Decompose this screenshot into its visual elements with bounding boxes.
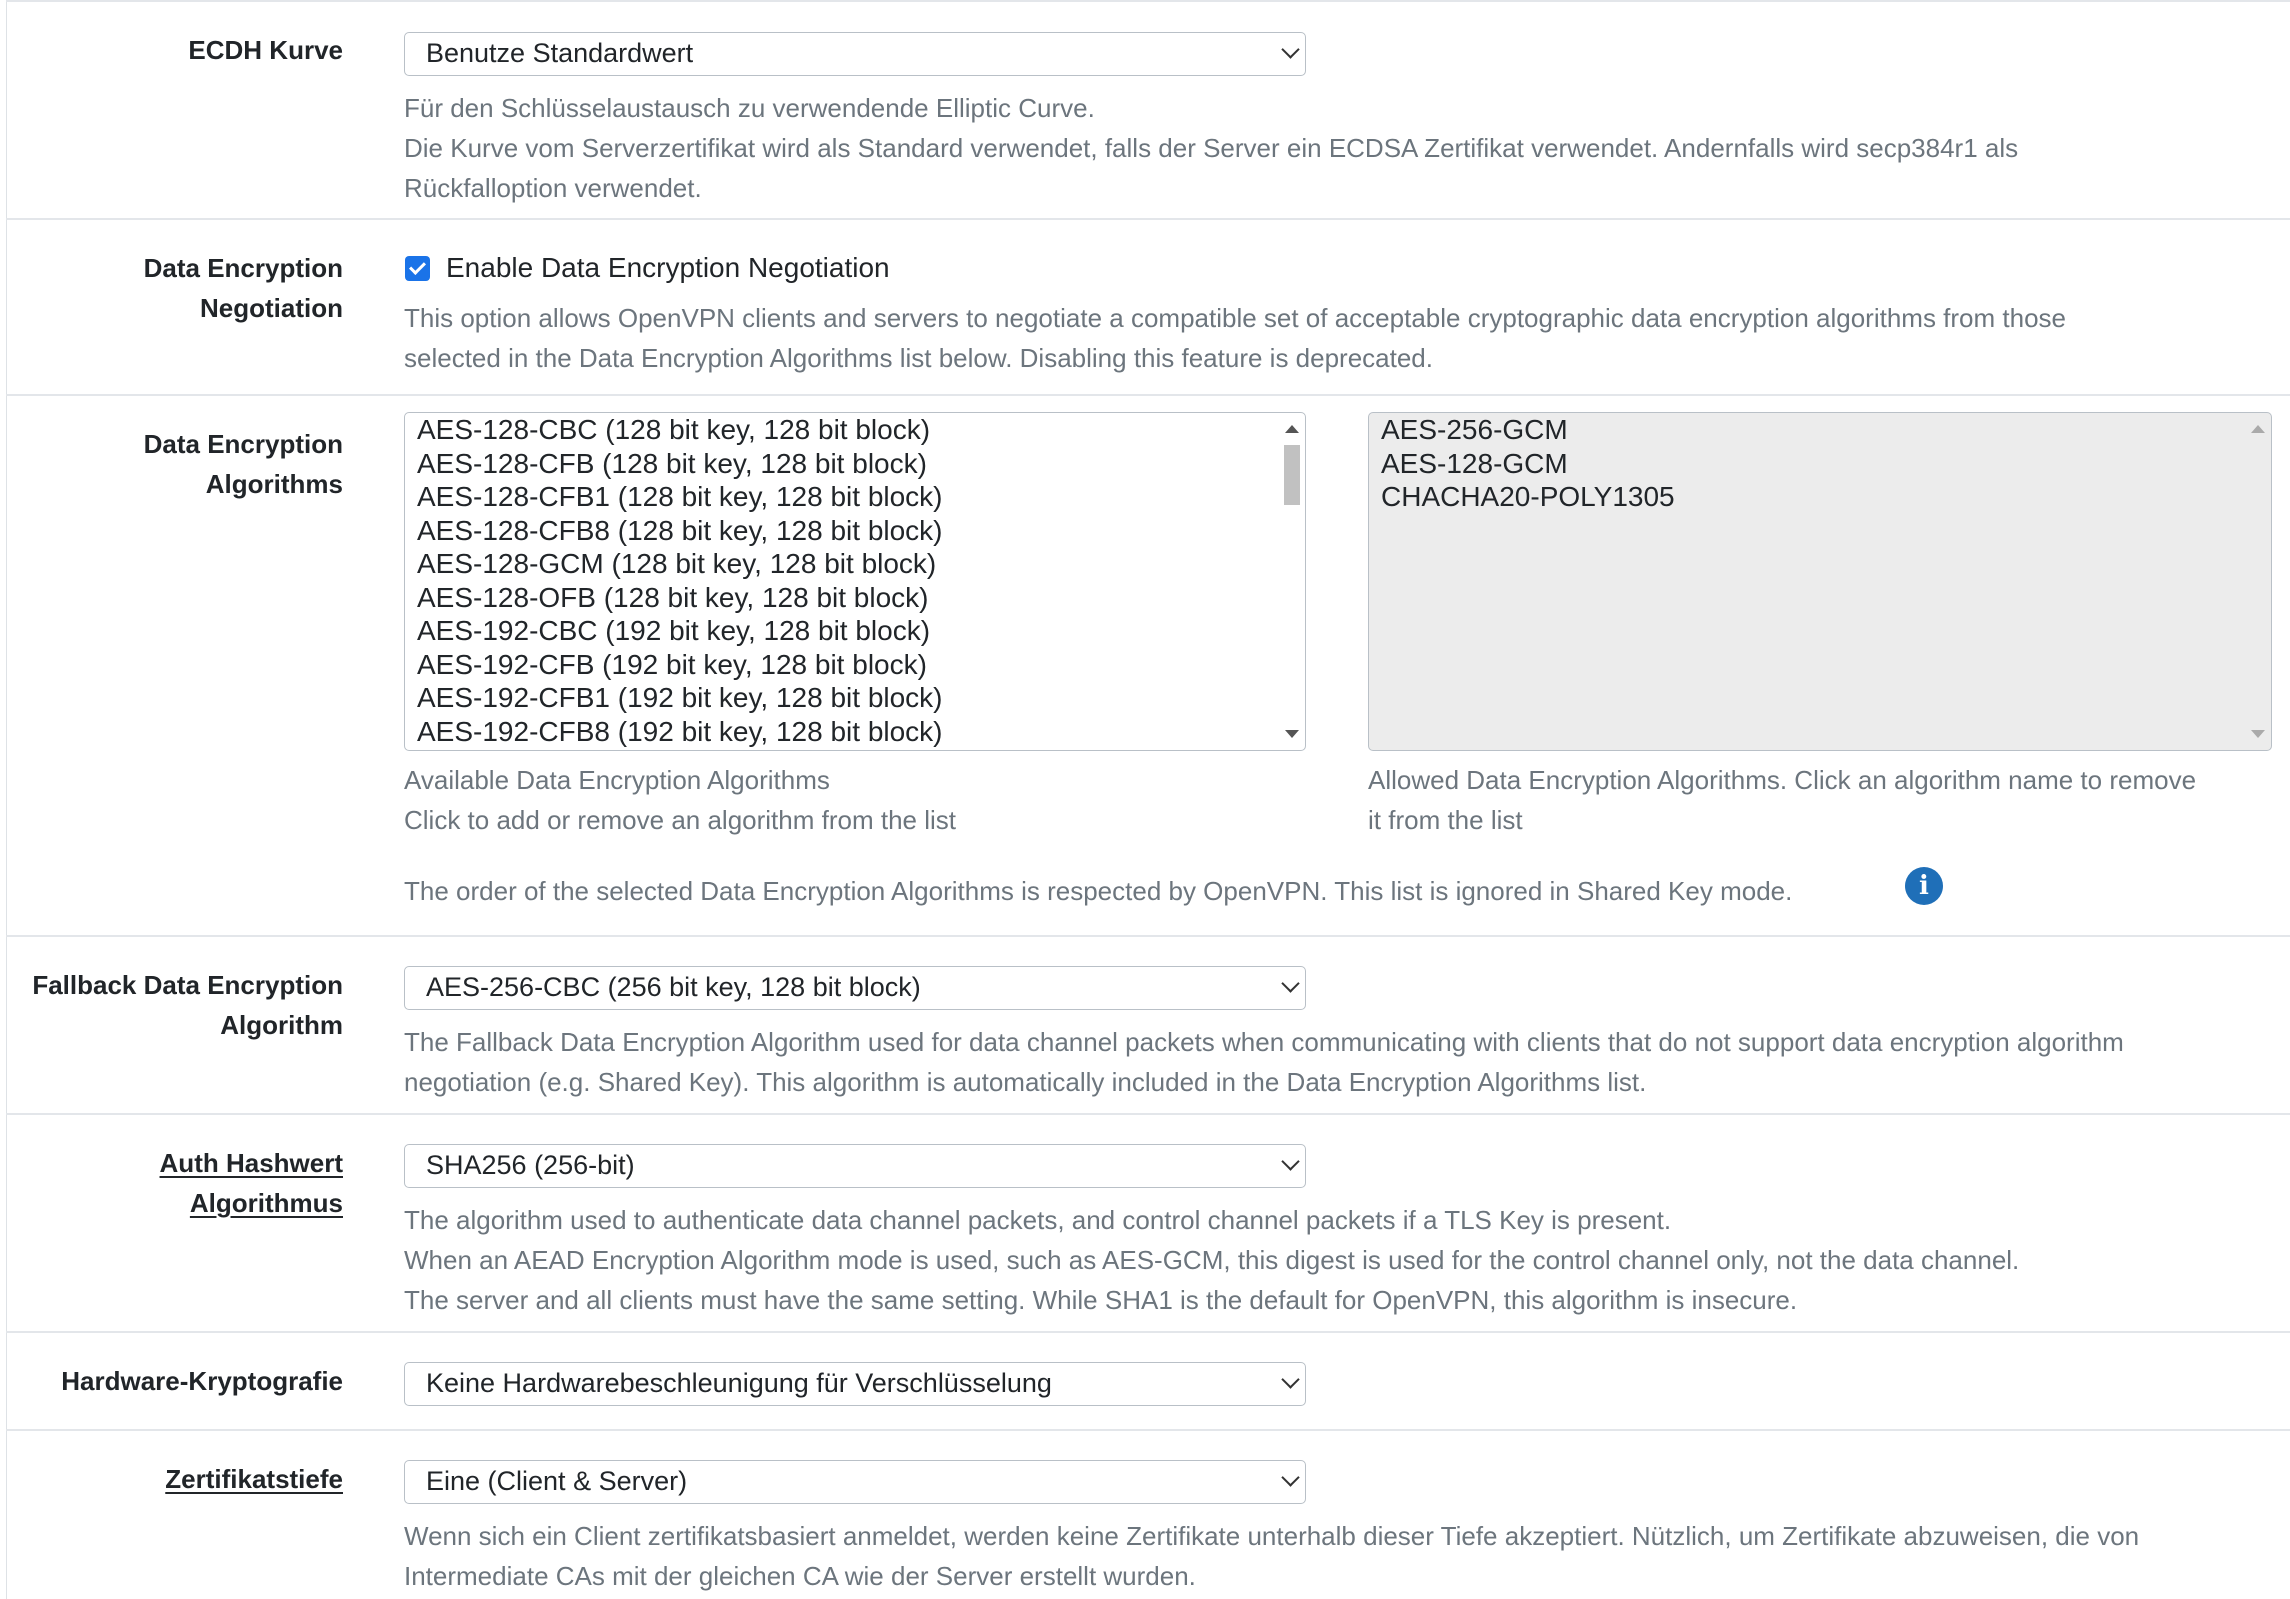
auth-label-1[interactable]: Auth Hashwert xyxy=(159,1148,343,1178)
row-divider xyxy=(6,218,2290,220)
ecdh-select[interactable] xyxy=(404,32,1306,76)
chevron-down-icon xyxy=(1281,1152,1299,1170)
row-divider xyxy=(6,1113,2290,1115)
list-item[interactable]: CHACHA20-POLY1305 xyxy=(1381,481,1675,512)
scrollbar[interactable] xyxy=(1277,413,1305,750)
row-divider xyxy=(6,0,2290,2)
fallback-label-1: Fallback Data Encryption xyxy=(32,970,343,1000)
allowed-algorithms-list[interactable] xyxy=(1368,412,2272,751)
row-divider xyxy=(6,1429,2290,1431)
fallback-help-2: negotiation (e.g. Shared Key). This algorithm is automatically included in the Data Encryption Algorithms list. xyxy=(404,1067,1647,1097)
list-item[interactable]: AES-128-CBC (128 bit key, 128 bit block) xyxy=(417,414,931,445)
negotiation-help-2: selected in the Data Encryption Algorithms list below. Disabling this feature is deprecated. xyxy=(404,343,1433,373)
available-help-1: Available Data Encryption Algorithms xyxy=(404,765,830,795)
info-icon[interactable]: i xyxy=(1905,867,1943,905)
ecdh-selected-value: Benutze Standardwert xyxy=(426,38,694,68)
list-item[interactable]: AES-128-GCM xyxy=(1381,447,1568,479)
auth-help-3: The server and all clients must have the same setting. While SHA1 is the default for OpenVPN, this algorithm is insecure. xyxy=(404,1285,1798,1315)
available-help-2: Click to add or remove an algorithm from the list xyxy=(404,805,956,835)
fallback-selected-value: AES-256-CBC (256 bit key, 128 bit block) xyxy=(426,972,921,1002)
depth-select[interactable] xyxy=(404,1460,1306,1504)
negotiation-checkbox[interactable] xyxy=(405,256,430,281)
row-divider xyxy=(6,394,2290,396)
scroll-down-arrow-icon[interactable] xyxy=(2251,730,2265,738)
negotiation-checkbox-label[interactable]: Enable Data Encryption Negotiation xyxy=(446,252,890,283)
auth-help-1: The algorithm used to authenticate data channel packets, and control channel packets if a TLS Key is present. xyxy=(404,1205,1672,1235)
available-algorithms-list[interactable] xyxy=(404,412,1306,751)
hardware-selected-value: Keine Hardwarebeschleunigung für Verschlüsselung xyxy=(426,1368,1052,1398)
hardware-label: Hardware-Kryptografie xyxy=(61,1366,343,1396)
negotiation-label-2: Negotiation xyxy=(200,293,343,323)
list-item[interactable]: AES-128-CFB (128 bit key, 128 bit block) xyxy=(417,447,927,479)
allowed-help-2: it from the list xyxy=(1368,805,1523,835)
ecdh-help-3: Rückfalloption verwendet. xyxy=(404,173,702,203)
fallback-label-2: Algorithm xyxy=(220,1010,343,1040)
scrollbar[interactable] xyxy=(2243,413,2271,750)
chevron-down-icon xyxy=(1281,40,1299,58)
auth-help-2: When an AEAD Encryption Algorithm mode is used, such as AES-GCM, this digest is used for the control channel only, not the data channel. xyxy=(404,1245,2020,1275)
row-divider xyxy=(6,935,2290,937)
list-item[interactable]: AES-128-GCM (128 bit key, 128 bit block) xyxy=(417,548,937,579)
scrollbar-thumb[interactable] xyxy=(1284,445,1300,505)
auth-label-2[interactable]: Algorithmus xyxy=(189,1188,343,1218)
hardware-select[interactable] xyxy=(404,1362,1306,1406)
ecdh-help-2: Die Kurve vom Serverzertifikat wird als Standard verwendet, falls der Server ein ECDSA Zertifikat verwendet. Andernfalls wird secp384r1 als xyxy=(404,133,2019,163)
auth-selected-value: SHA256 (256-bit) xyxy=(426,1150,635,1180)
fallback-help-1: The Fallback Data Encryption Algorithm used for data channel packets when communicating with clients that do not support data encryption algorithm xyxy=(404,1027,2124,1057)
list-item[interactable]: AES-192-CFB1 (192 bit key, 128 bit block) xyxy=(417,682,943,713)
ecdh-label: ECDH Kurve xyxy=(188,35,343,65)
chevron-down-icon xyxy=(1281,974,1299,992)
list-item[interactable]: AES-192-CFB (192 bit key, 128 bit block) xyxy=(417,648,927,680)
chevron-down-icon xyxy=(1281,1468,1299,1486)
list-item[interactable]: AES-128-OFB (128 bit key, 128 bit block) xyxy=(417,581,929,613)
row-divider xyxy=(6,1331,2290,1333)
depth-help-1: Wenn sich ein Client zertifikatsbasiert anmeldet, werden keine Zertifikate unterhalb dieser Tiefe akzeptiert. Nützlich, um Zertifikate abzuweisen, die von xyxy=(404,1521,2140,1551)
list-item[interactable]: AES-128-CFB1 (128 bit key, 128 bit block) xyxy=(417,481,943,512)
allowed-help-1: Allowed Data Encryption Algorithms. Click an algorithm name to remove xyxy=(1368,765,2197,795)
ecdh-help-1: Für den Schlüsselaustausch zu verwendende Elliptic Curve. xyxy=(404,93,1095,123)
list-item[interactable]: AES-192-CBC (192 bit key, 128 bit block) xyxy=(417,615,931,646)
algorithms-label-1: Data Encryption xyxy=(143,429,343,459)
list-item[interactable]: AES-192-CFB8 (192 bit key, 128 bit block) xyxy=(417,715,943,747)
scroll-down-arrow-icon[interactable] xyxy=(1285,730,1299,738)
negotiation-label-1: Data Encryption xyxy=(143,253,343,283)
list-item[interactable]: AES-128-CFB8 (128 bit key, 128 bit block) xyxy=(417,514,943,546)
chevron-down-icon xyxy=(1281,1370,1299,1388)
list-item[interactable]: AES-256-GCM xyxy=(1381,414,1568,445)
left-border xyxy=(6,0,7,1599)
depth-label[interactable]: Zertifikatstiefe xyxy=(165,1464,343,1494)
fallback-select[interactable] xyxy=(404,966,1306,1010)
depth-selected-value: Eine (Client & Server) xyxy=(426,1466,688,1496)
auth-select[interactable] xyxy=(404,1144,1306,1188)
negotiation-help-1: This option allows OpenVPN clients and servers to negotiate a compatible set of acceptable cryptographic data encryption algorithms from those xyxy=(404,303,2066,333)
algorithms-order-note: The order of the selected Data Encryption Algorithms is respected by OpenVPN. This list is ignored in Shared Key mode. xyxy=(404,876,1793,906)
scroll-up-arrow-icon[interactable] xyxy=(1285,425,1299,433)
algorithms-label-2: Algorithms xyxy=(205,469,343,499)
scroll-up-arrow-icon[interactable] xyxy=(2251,425,2265,433)
depth-help-2: Intermediate CAs mit der gleichen CA wie der Server erstellt wurden. xyxy=(404,1561,1196,1591)
